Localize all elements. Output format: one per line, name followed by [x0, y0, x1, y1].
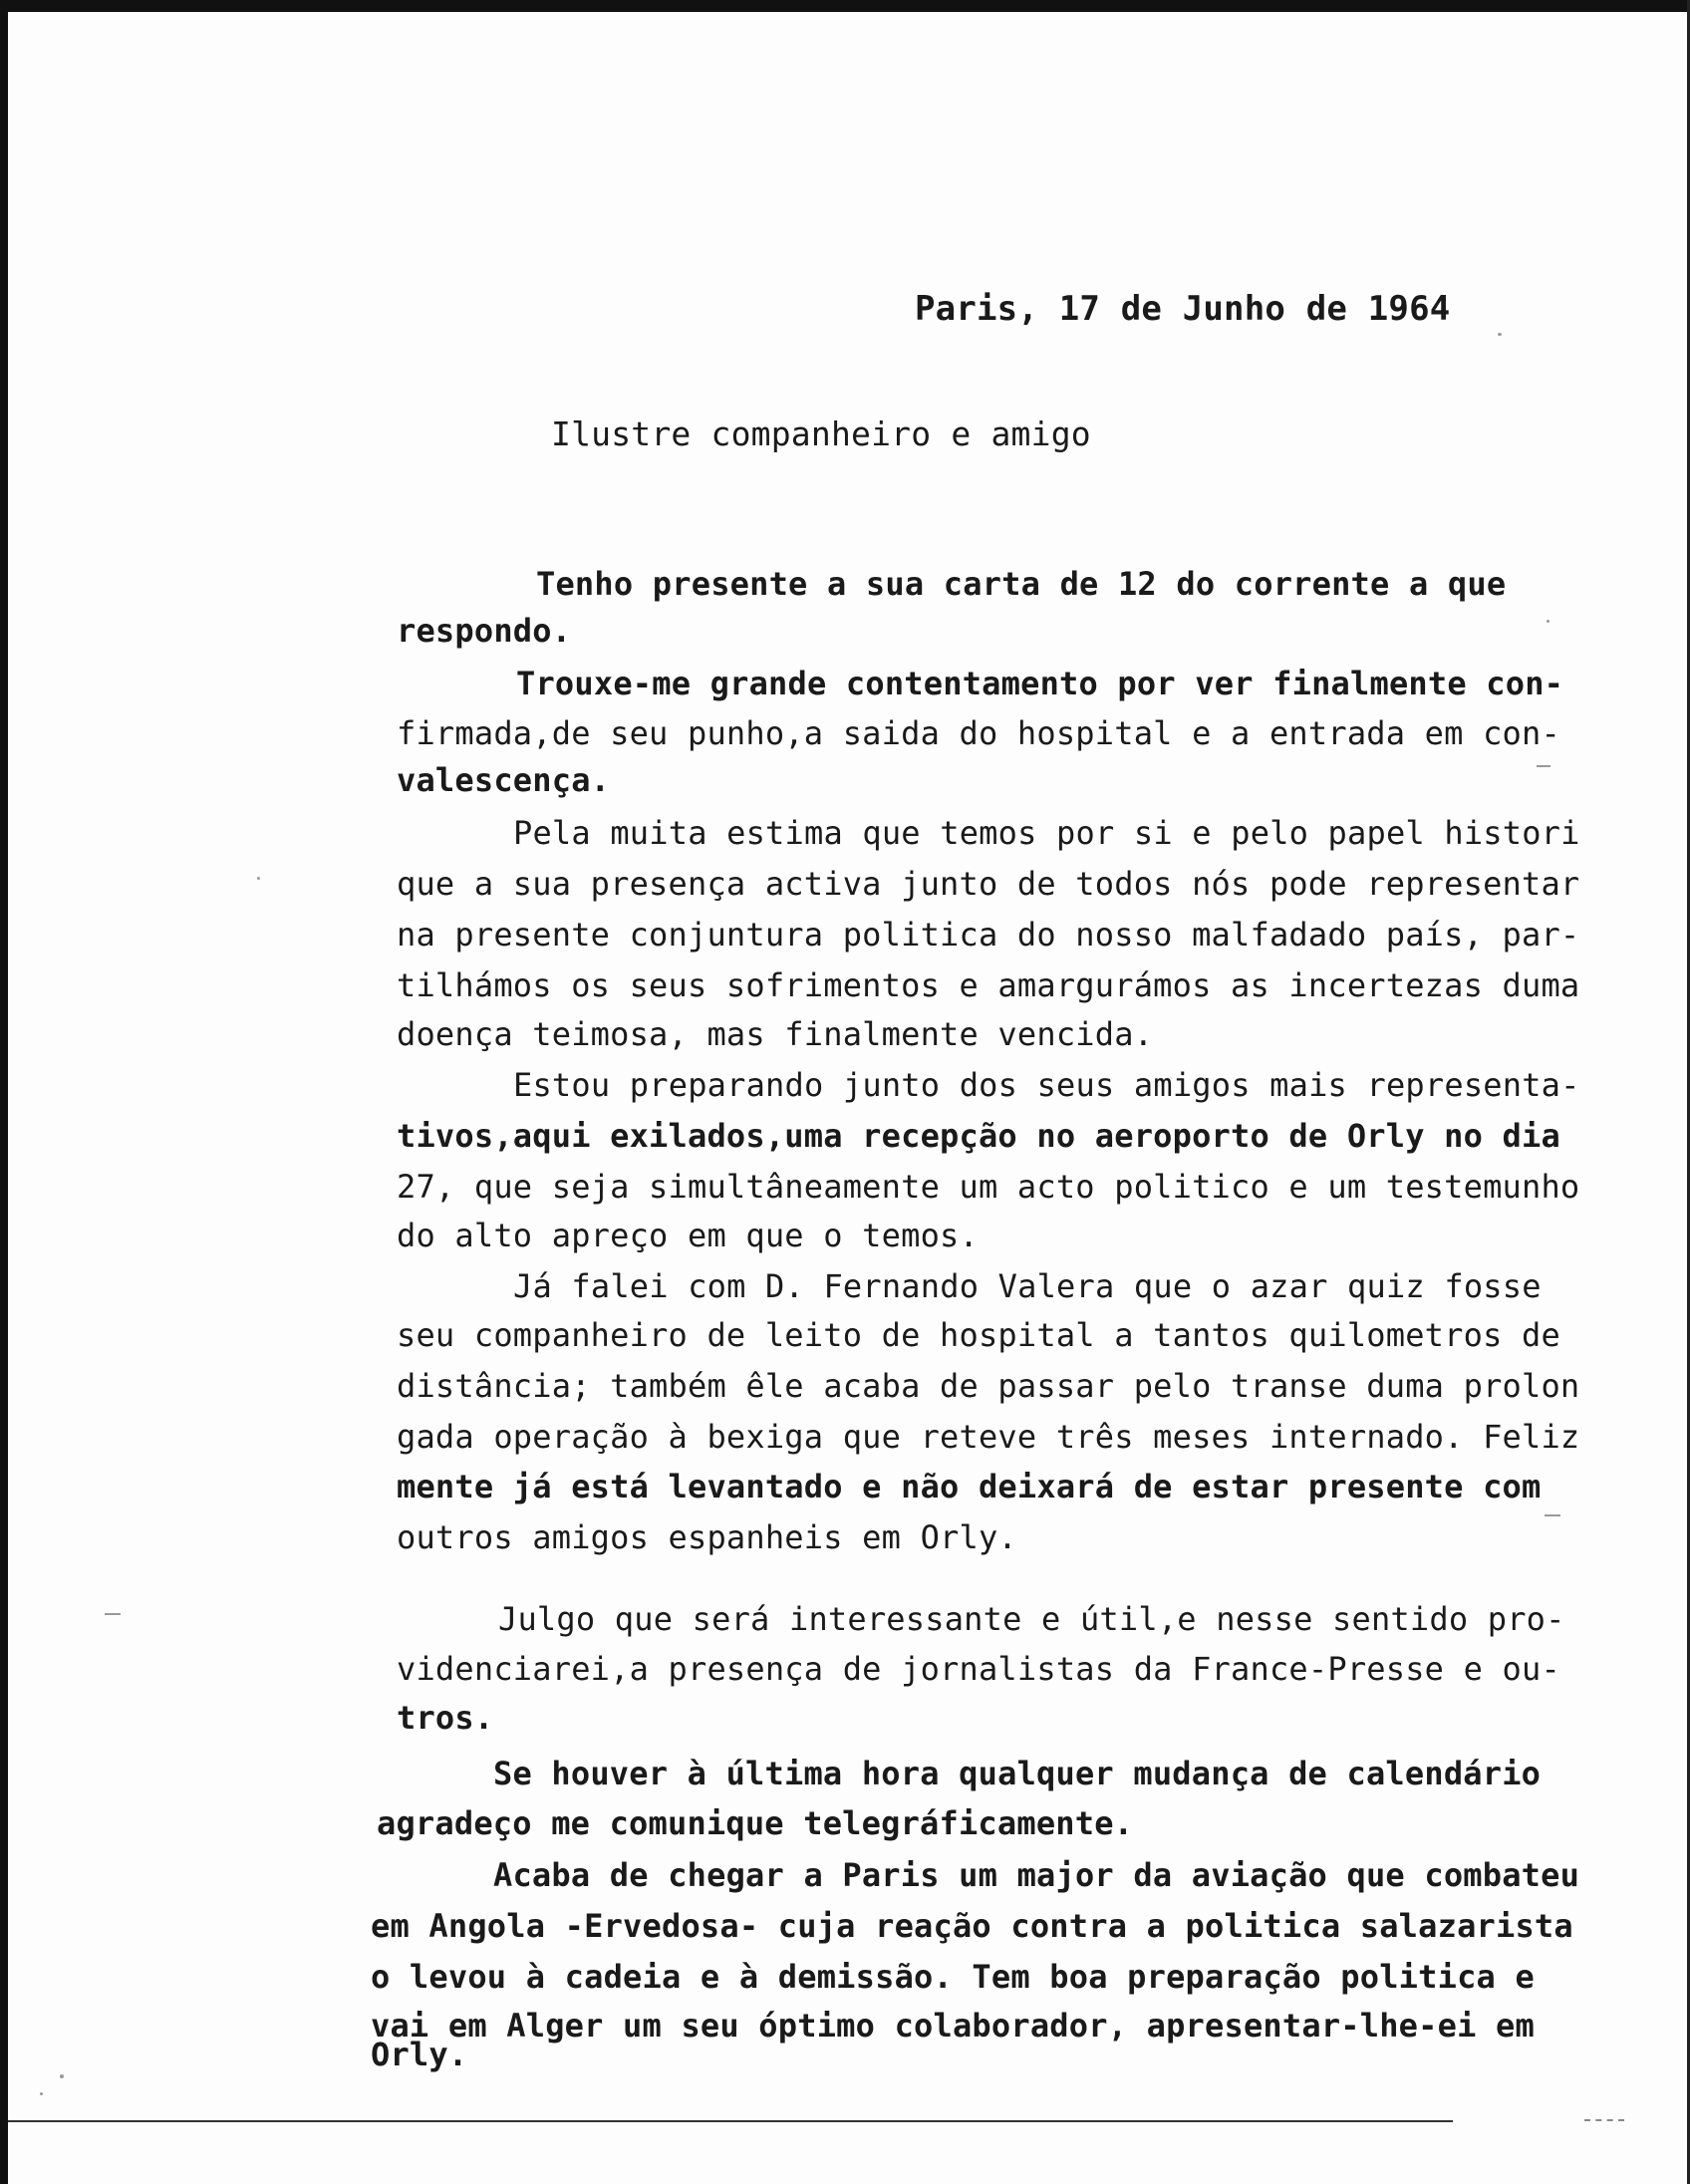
body-line: Já falei com D. Fernando Valera que o azar quiz fosse — [513, 1267, 1542, 1305]
scan-speck — [1498, 333, 1502, 336]
body-line: firmada,de seu punho,a saida do hospital e a entrada em con- — [397, 714, 1560, 752]
scan-speck — [40, 2092, 43, 2095]
body-line: do alto apreço em que o temos. — [397, 1217, 979, 1254]
body-line: valescença. — [397, 761, 611, 799]
body-line: Estou preparando junto dos seus amigos mais representa- — [513, 1066, 1580, 1104]
body-line: agradeço me comunique telegráficamente. — [377, 1804, 1134, 1842]
body-line: videnciarei,a presença de jornalistas da France-Presse e ou- — [397, 1650, 1560, 1688]
body-line: na presente conjuntura politica do nosso malfadado país, par- — [397, 916, 1580, 954]
body-line: gada operação à bexiga que reteve três meses internado. Feliz — [397, 1418, 1580, 1456]
scan-border-left — [0, 0, 8, 2184]
letter-date: Paris, 17 de Junho de 1964 — [915, 289, 1451, 329]
body-line: Trouxe-me grande contentamento por ver finalmente con- — [516, 665, 1564, 702]
body-line: Tenho presente a sua carta de 12 do corrente a que — [536, 565, 1507, 603]
body-line: doença teimosa, mas finalmente vencida. — [397, 1015, 1154, 1053]
body-line: distância; também êle acaba de passar pelo transe duma prolon — [397, 1367, 1580, 1405]
body-line: outros amigos espanheis em Orly. — [397, 1518, 1017, 1556]
body-line: Julgo que será interessante e útil,e nesse sentido pro- — [498, 1600, 1565, 1638]
scan-speck — [60, 2074, 64, 2078]
scan-speck — [257, 877, 260, 880]
body-line: tros. — [397, 1699, 494, 1737]
body-line: respondo. — [397, 612, 572, 650]
body-line: o levou à cadeia e à demissão. Tem boa preparação politica e — [371, 1958, 1535, 1996]
scan-speck — [1547, 620, 1549, 623]
body-line: Acaba de chegar a Paris um major da aviação que combateu — [493, 1856, 1580, 1894]
body-line: 27, que seja simultâneamente um acto politico e um testemunho — [397, 1168, 1580, 1206]
letter-salutation: Ilustre companheiro e amigo — [551, 414, 1091, 453]
body-line: vai em Alger um seu óptimo colaborador, apresentar-lhe-ei em — [371, 2007, 1535, 2045]
body-line: tilhámos os seus sofrimentos e amargurámos as incertezas duma — [397, 966, 1580, 1004]
body-line: Pela muita estima que temos por si e pelo papel histori — [513, 814, 1580, 852]
body-line: que a sua presença activa junto de todos nós pode representar — [397, 865, 1580, 903]
bottom-rule-dash — [1584, 2119, 1624, 2123]
body-line: mente já está levantado e não deixará de estar presente com — [397, 1468, 1542, 1505]
scan-border-top — [0, 0, 1690, 12]
body-line: Orly. — [371, 2036, 468, 2073]
body-line: em Angola -Ervedosa- cuja reação contra a politica salazarista — [371, 1907, 1573, 1945]
scan-speck — [1545, 1514, 1560, 1516]
body-line: Se houver à última hora qualquer mudança de calendário — [493, 1755, 1542, 1792]
scan-speck — [1537, 765, 1550, 767]
bottom-rule — [8, 2120, 1453, 2122]
body-line: tivos,aqui exilados,uma recepção no aeroporto de Orly no dia — [397, 1117, 1560, 1155]
body-line: seu companheiro de leito de hospital a tantos quilometros de — [397, 1316, 1560, 1354]
scan-speck — [105, 1613, 121, 1615]
